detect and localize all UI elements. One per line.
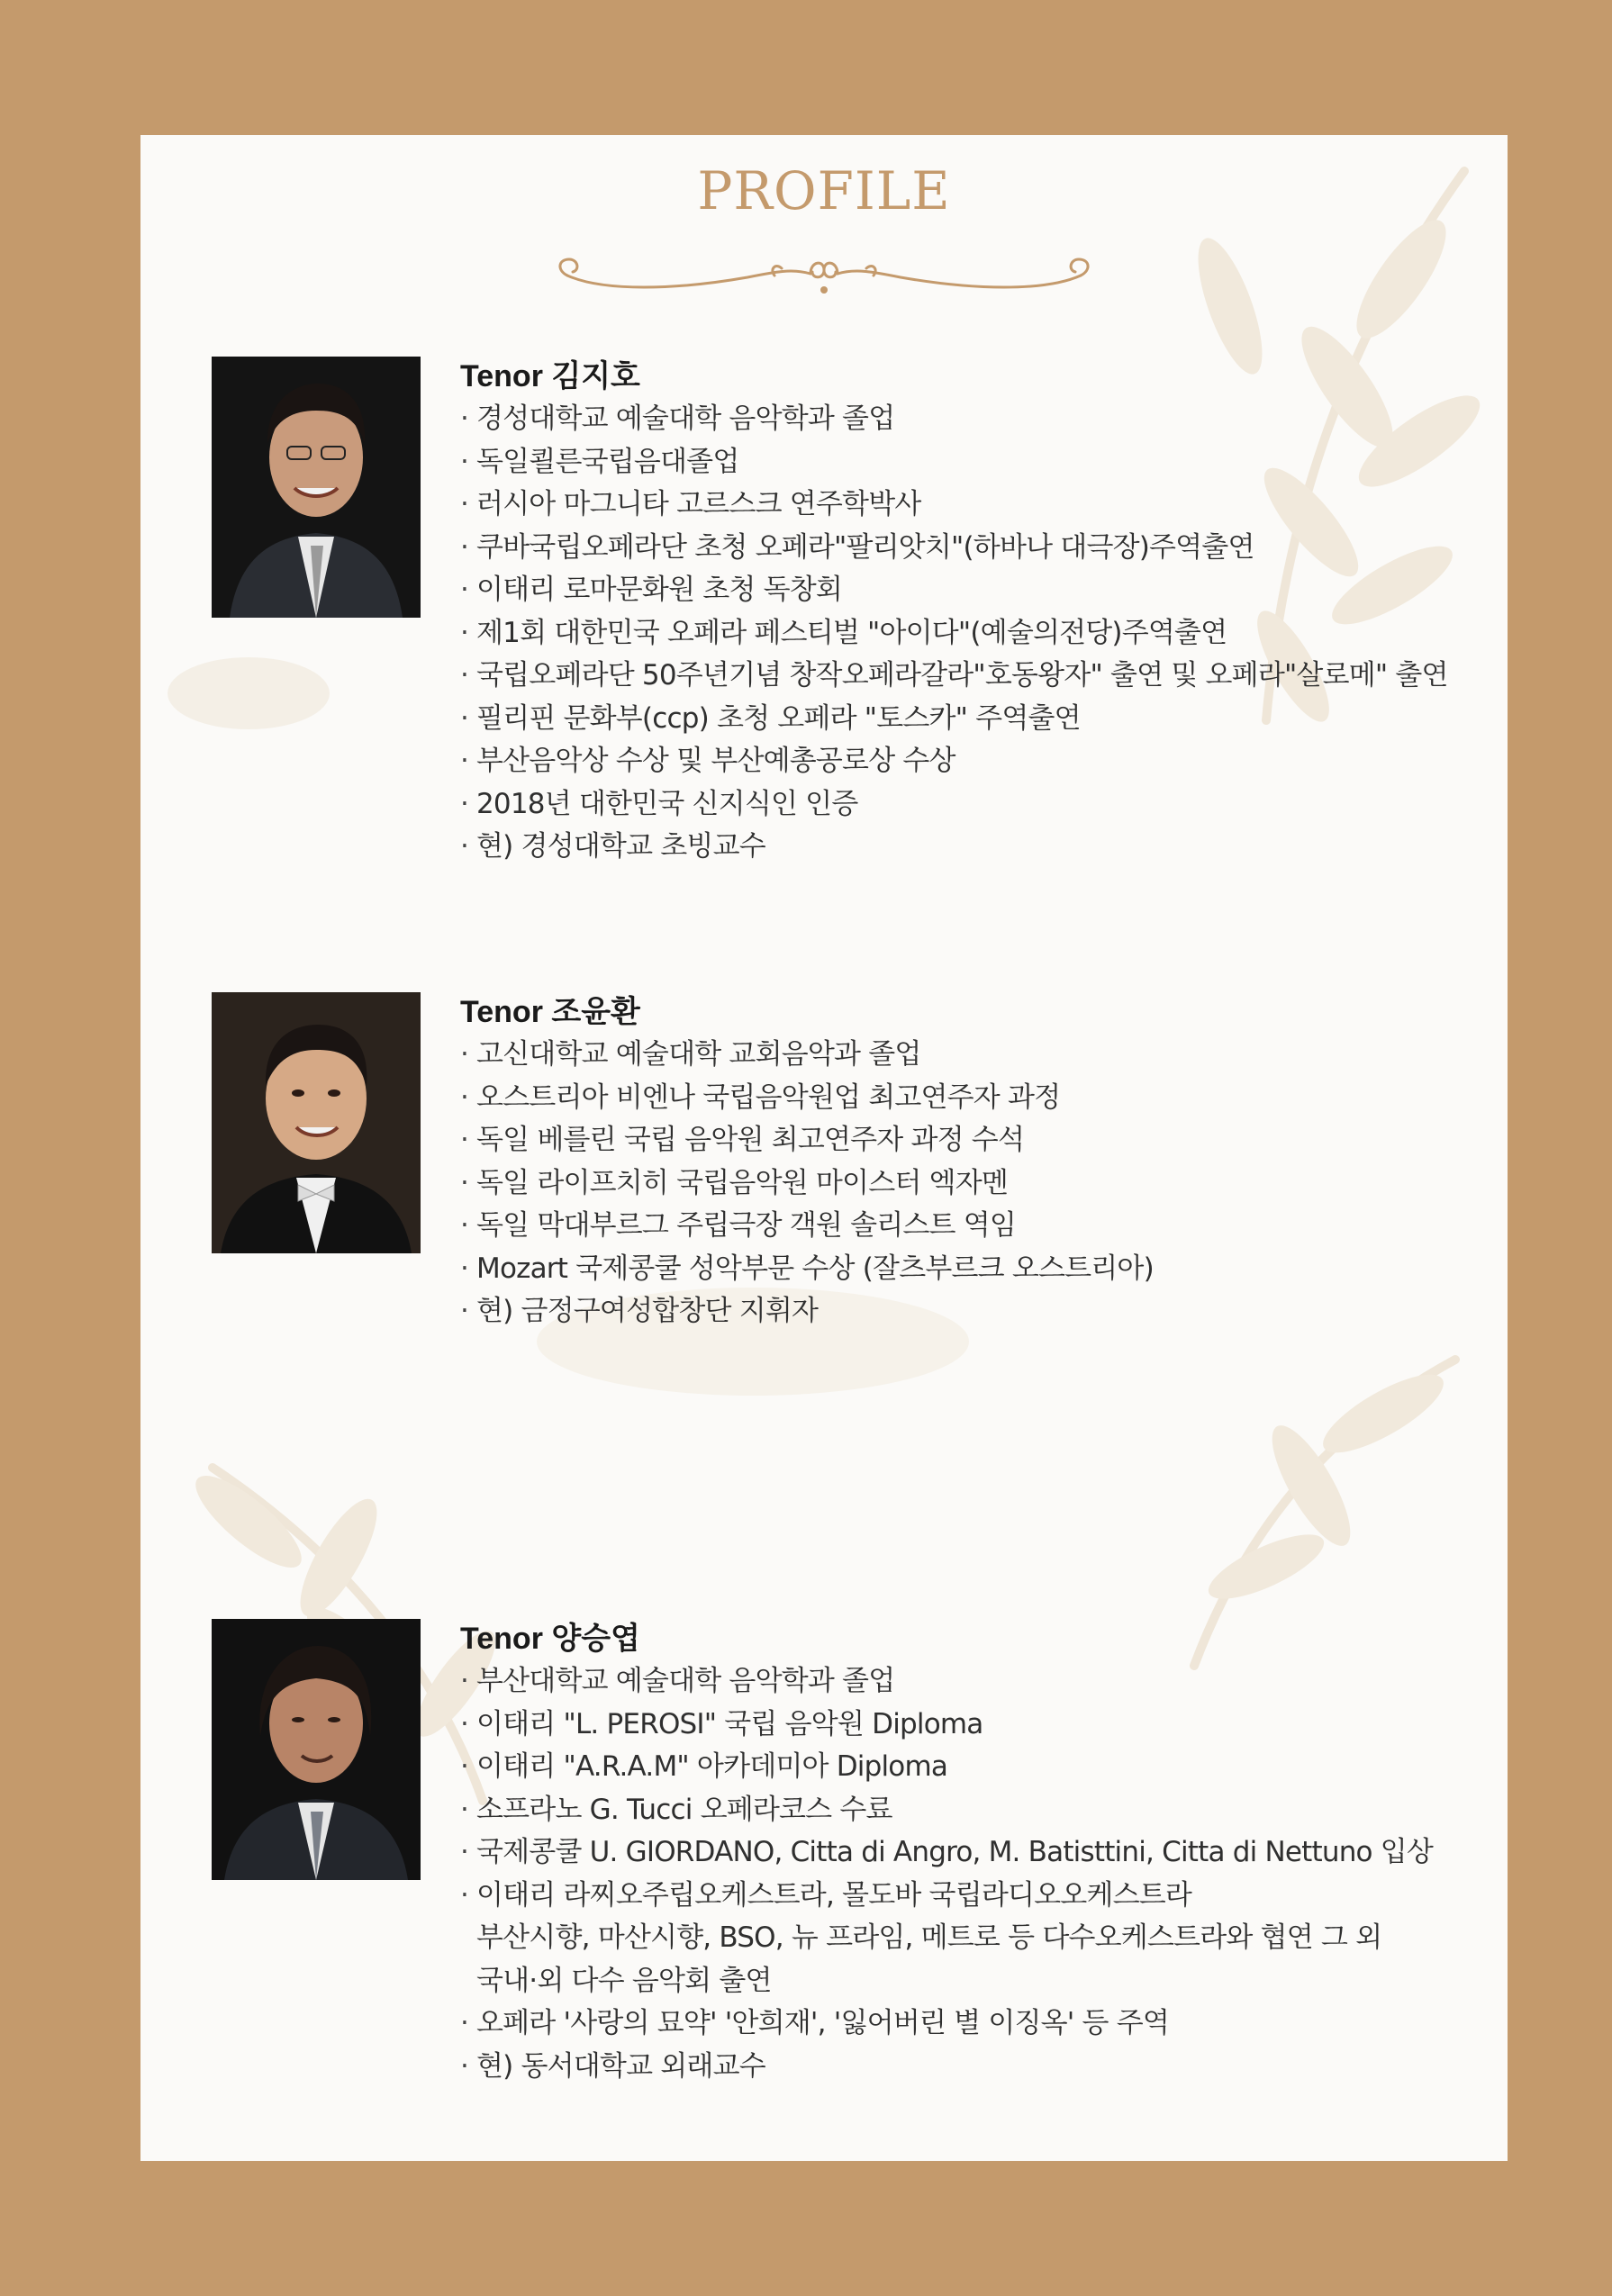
list-item: · 현) 경성대학교 초빙교수 [460, 826, 1469, 869]
profile-name: Tenor 김지호 [460, 359, 640, 393]
portrait-photo [212, 1619, 421, 1880]
list-item: · 이태리 "L. PEROSI" 국립 음악원 Diploma [460, 1704, 1469, 1747]
profile-card [212, 992, 1454, 1352]
portrait-photo [212, 357, 421, 618]
list-item: · 오페라 '사랑의 묘약' '안희재', '잃어버린 별 이징옥' 등 주역 [460, 2002, 1469, 2046]
profile-career-list [460, 398, 1469, 869]
list-item: · 고신대학교 예술대학 교회음악과 졸업 [460, 1034, 1469, 1077]
list-item: · 제1회 대한민국 오페라 페스티벌 "아이다"(예술의전당)주역출연 [460, 612, 1469, 655]
list-item: · 국립오페라단 50주년기념 창작오페라갈라"호동왕자" 출연 및 오페라"살로메" 출연 [460, 655, 1469, 698]
list-item: · 필리핀 문화부(ccp) 초청 오페라 "토스카" 주역출연 [460, 698, 1469, 741]
list-item: · 부산음악상 수상 및 부산예총공로상 수상 [460, 740, 1469, 783]
list-item: · 오스트리아 비엔나 국립음악원업 최고연주자 과정 [460, 1077, 1469, 1120]
list-item: · 2018년 대한민국 신지식인 인증 [460, 783, 1469, 827]
profile-career-list [460, 1660, 1469, 2088]
list-item: · 독일 막대부르그 주립극장 객원 솔리스트 역임 [460, 1205, 1469, 1248]
list-item: · 이태리 로마문화원 초청 독창회 [460, 569, 1469, 612]
list-item: · 소프라노 G. Tucci 오페라코스 수료 [460, 1789, 1469, 1832]
profile-info [460, 992, 1469, 1333]
list-item: · 현) 금정구여성합창단 지휘자 [460, 1290, 1469, 1333]
list-item: · 경성대학교 예술대학 음악학과 졸업 [460, 398, 1469, 441]
list-item: · 독일쾰른국립음대졸업 [460, 441, 1469, 484]
profile-card [212, 357, 1454, 861]
list-item: · 부산대학교 예술대학 음악학과 졸업 [460, 1660, 1469, 1704]
profile-career-list [460, 1034, 1469, 1333]
list-item: · 이태리 라찌오주립오케스트라, 몰도바 국립라디오오케스트라 [460, 1875, 1469, 1918]
list-item: · 쿠바국립오페라단 초청 오페라"팔리앗치"(하바나 대극장)주역출연 [460, 527, 1469, 570]
list-item: · Mozart 국제콩쿨 성악부문 수상 (잘츠부르크 오스트리아) [460, 1248, 1469, 1291]
profile-name: Tenor 조윤환 [460, 995, 640, 1029]
flourish-divider-icon [549, 249, 1099, 303]
list-item: · 러시아 마그니타 고르스크 연주학박사 [460, 484, 1469, 527]
profile-info [460, 357, 1469, 869]
profile-info [460, 1619, 1469, 2088]
list-item: 부산시향, 마산시향, BSO, 뉴 프라임, 메트로 등 다수오케스트라와 협연 그 외 [476, 1921, 1382, 1954]
list-item: · 독일 베를린 국립 음악원 최고연주자 과정 수석 [460, 1119, 1469, 1162]
profile-card [212, 1619, 1454, 2123]
list-item: · 현) 동서대학교 외래교수 [460, 2046, 1469, 2089]
list-item: · 국제콩쿨 U. GIORDANO, Citta di Angro, M. Batisttini, Citta di Nettuno 입상 [460, 1831, 1469, 1875]
list-item: · 독일 라이프치히 국립음악원 마이스터 엑자멘 [460, 1162, 1469, 1206]
profile-sheet [140, 135, 1508, 2161]
list-item: 국내·외 다수 음악회 출연 [476, 1964, 772, 1997]
list-item: · 이태리 "A.R.A.M" 아카데미아 Diploma [460, 1746, 1469, 1789]
portrait-photo [212, 992, 421, 1253]
page-title: PROFILE [697, 160, 951, 221]
profile-name: Tenor 양승엽 [460, 1622, 640, 1656]
